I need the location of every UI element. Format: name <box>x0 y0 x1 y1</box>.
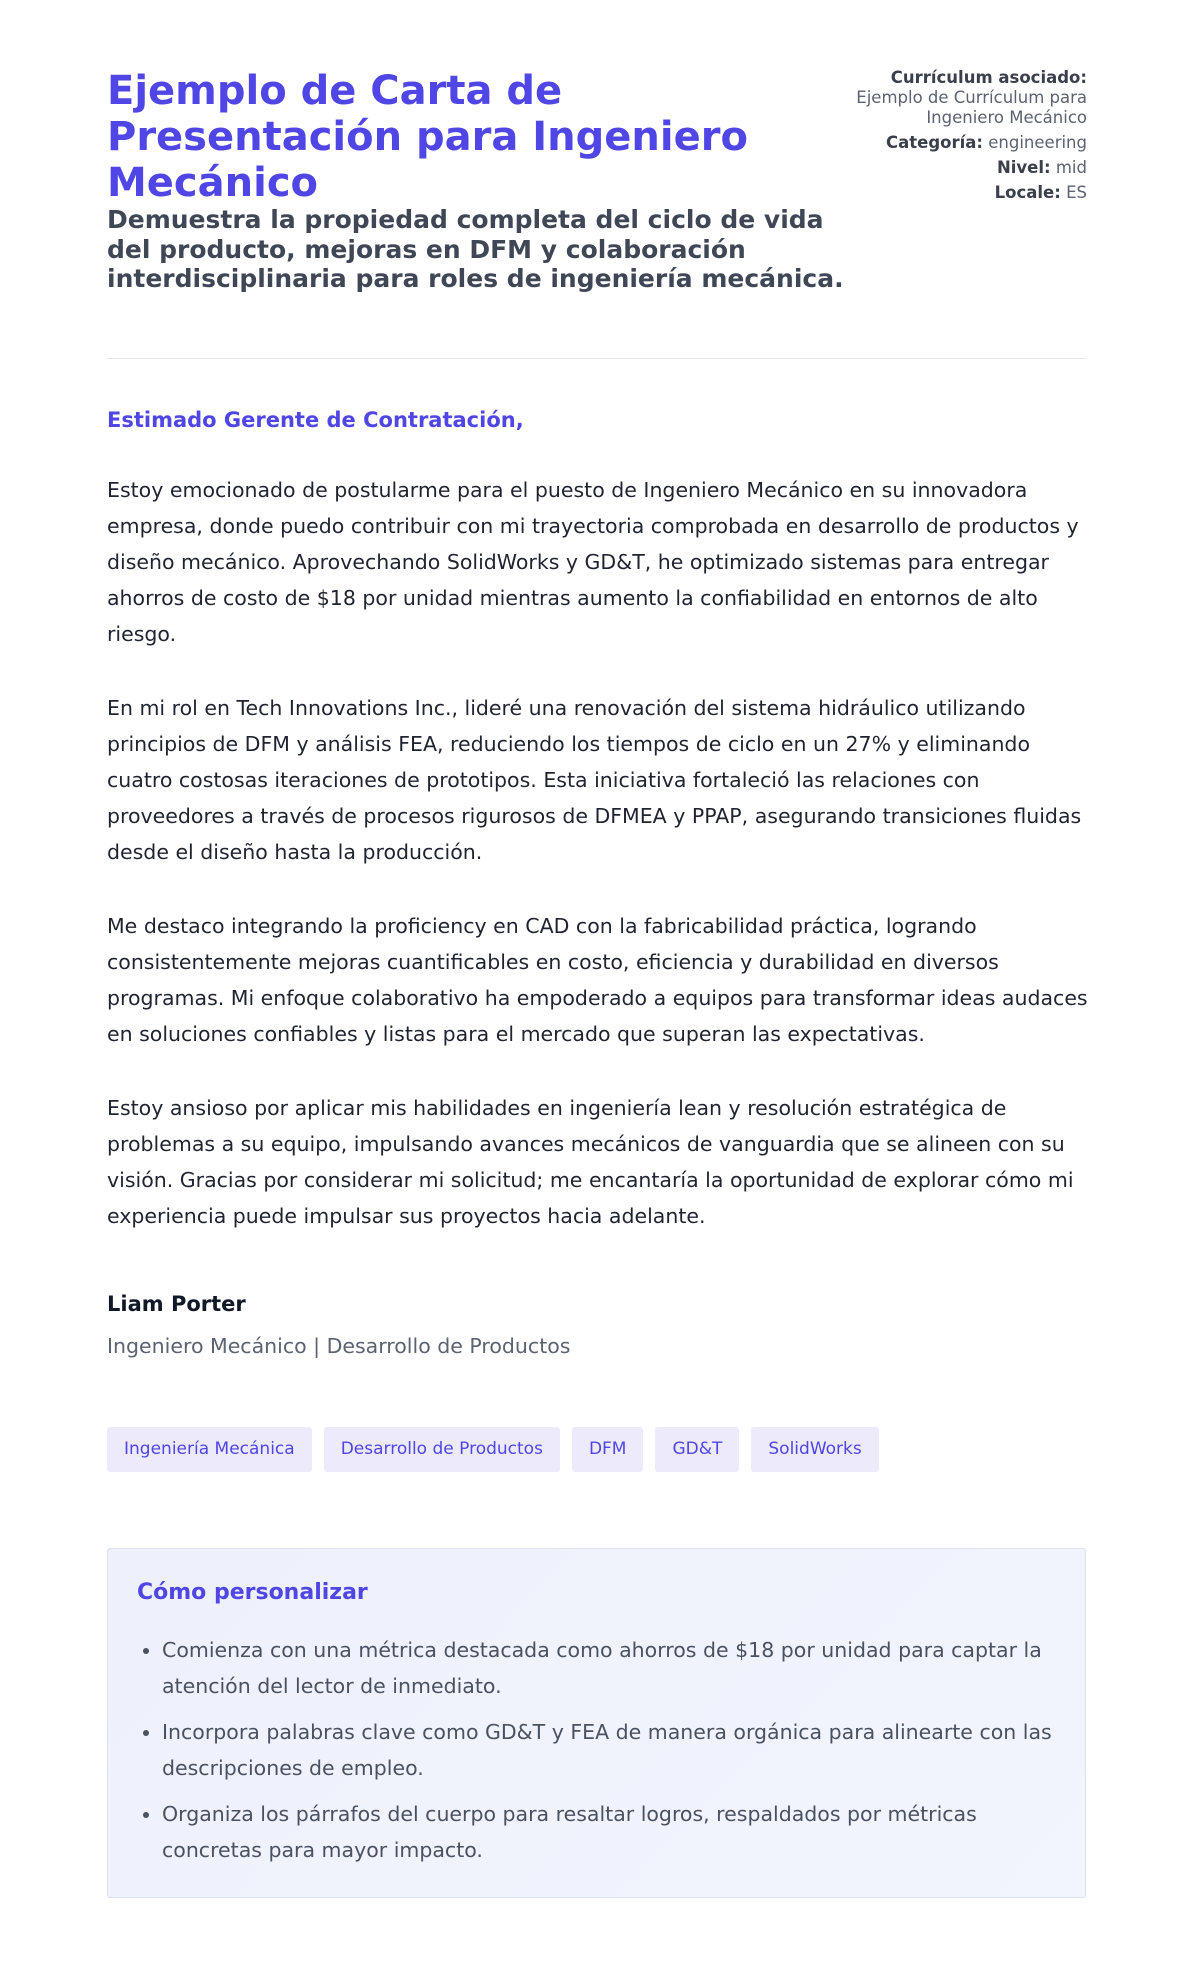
meta-level-value: mid <box>1055 158 1087 177</box>
meta-locale-value: ES <box>1066 183 1087 202</box>
letter-body <box>107 405 1092 1272</box>
tag-chip[interactable]: GD&T <box>655 1427 739 1472</box>
page-title: Ejemplo de Carta de Presentación para Ingeniero Mecánico <box>107 68 748 206</box>
tip-item: • Incorpora palabras clave como GD&T y FEA de manera orgánica para alinearte con las descripciones de empleo. <box>162 1714 1082 1786</box>
letter-paragraph: Me destaco integrando la proficiency en CAD con la fabricabilidad práctica, logrando consistentemente mejoras cuantificables en costo, eficiencia y durabilidad en diversos programas. Mi enfoque colaborativo ha empoderado a equipos para transformar ideas audaces en soluciones confiables y listas para el mercado que superan las expectativas. <box>107 914 1088 1046</box>
tip-item: • Organiza los párrafos del cuerpo para resaltar logros, respaldados por métricas concretas para mayor impacto. <box>162 1796 1082 1868</box>
tag-list <box>107 1427 879 1472</box>
signature-name: Liam Porter <box>107 1292 246 1316</box>
tag-chip[interactable]: SolidWorks <box>751 1427 878 1472</box>
page-header <box>107 68 1087 359</box>
meta-level-label: Nivel: <box>996 158 1051 177</box>
tips-title: Cómo personalizar <box>137 1580 368 1605</box>
meta-resume-label: Currículum asociado: <box>890 68 1087 87</box>
tip-item: • Comienza con una métrica destacada como ahorros de $18 por unidad para captar la atención del lector de inmediato. <box>162 1632 1082 1704</box>
meta-level <box>847 158 1087 178</box>
letter-paragraph: Estoy ansioso por aplicar mis habilidades en ingeniería lean y resolución estratégica de problemas a su equipo, impulsando avances mecánicos de vanguardia que se alineen con su visión. Gracias por considerar mi solicitud; me encantaría la oportunidad de explorar cómo mi experiencia puede impulsar sus proyectos hacia adelante. <box>107 1096 1074 1228</box>
page-subtitle: Demuestra la propiedad completa del ciclo de vida del producto, mejoras en DFM y colaboración interdisciplinaria para roles de ingeniería mecánica. <box>107 205 844 293</box>
tag-chip[interactable]: Ingeniería Mecánica <box>107 1427 312 1472</box>
letter-paragraph: En mi rol en Tech Innovations Inc., lideré una renovación del sistema hidráulico utilizando principios de DFM y análisis FEA, reduciendo los tiempos de ciclo en un 27% y eliminando cuatro costosas iteraciones de prototipos. Esta iniciativa fortaleció las relaciones con proveedores a través de procesos rigurosos de DFMEA y PPAP, asegurando transiciones fluidas desde el diseño hasta la producción. <box>107 696 1082 864</box>
meta-category-value: engineering <box>988 133 1087 152</box>
metadata-panel <box>847 68 1087 208</box>
tips-list <box>137 1632 1082 1878</box>
signature-title: Ingeniero Mecánico | Desarrollo de Productos <box>107 1334 571 1358</box>
meta-category-label: Categoría: <box>886 133 984 152</box>
tag-chip[interactable]: DFM <box>572 1427 644 1472</box>
meta-resume-link[interactable]: Ejemplo de Currículum para Ingeniero Mecánico <box>856 88 1087 127</box>
meta-category <box>847 133 1087 153</box>
letter-greeting: Estimado Gerente de Contratación, <box>107 408 524 432</box>
meta-resume <box>847 68 1087 128</box>
letter-paragraph: Estoy emocionado de postularme para el puesto de Ingeniero Mecánico en su innovadora empresa, donde puedo contribuir con mi trayectoria comprobada en desarrollo de productos y diseño mecánico. Aprovechando SolidWorks y GD&T, he optimizado sistemas para entregar ahorros de costo de $18 por unidad mientras aumento la confiabilidad en entornos de alto riesgo. <box>107 478 1079 646</box>
meta-locale <box>847 183 1087 203</box>
meta-locale-label: Locale: <box>994 183 1061 202</box>
tag-chip[interactable]: Desarrollo de Productos <box>324 1427 560 1472</box>
customization-tips-box <box>107 1548 1086 1898</box>
